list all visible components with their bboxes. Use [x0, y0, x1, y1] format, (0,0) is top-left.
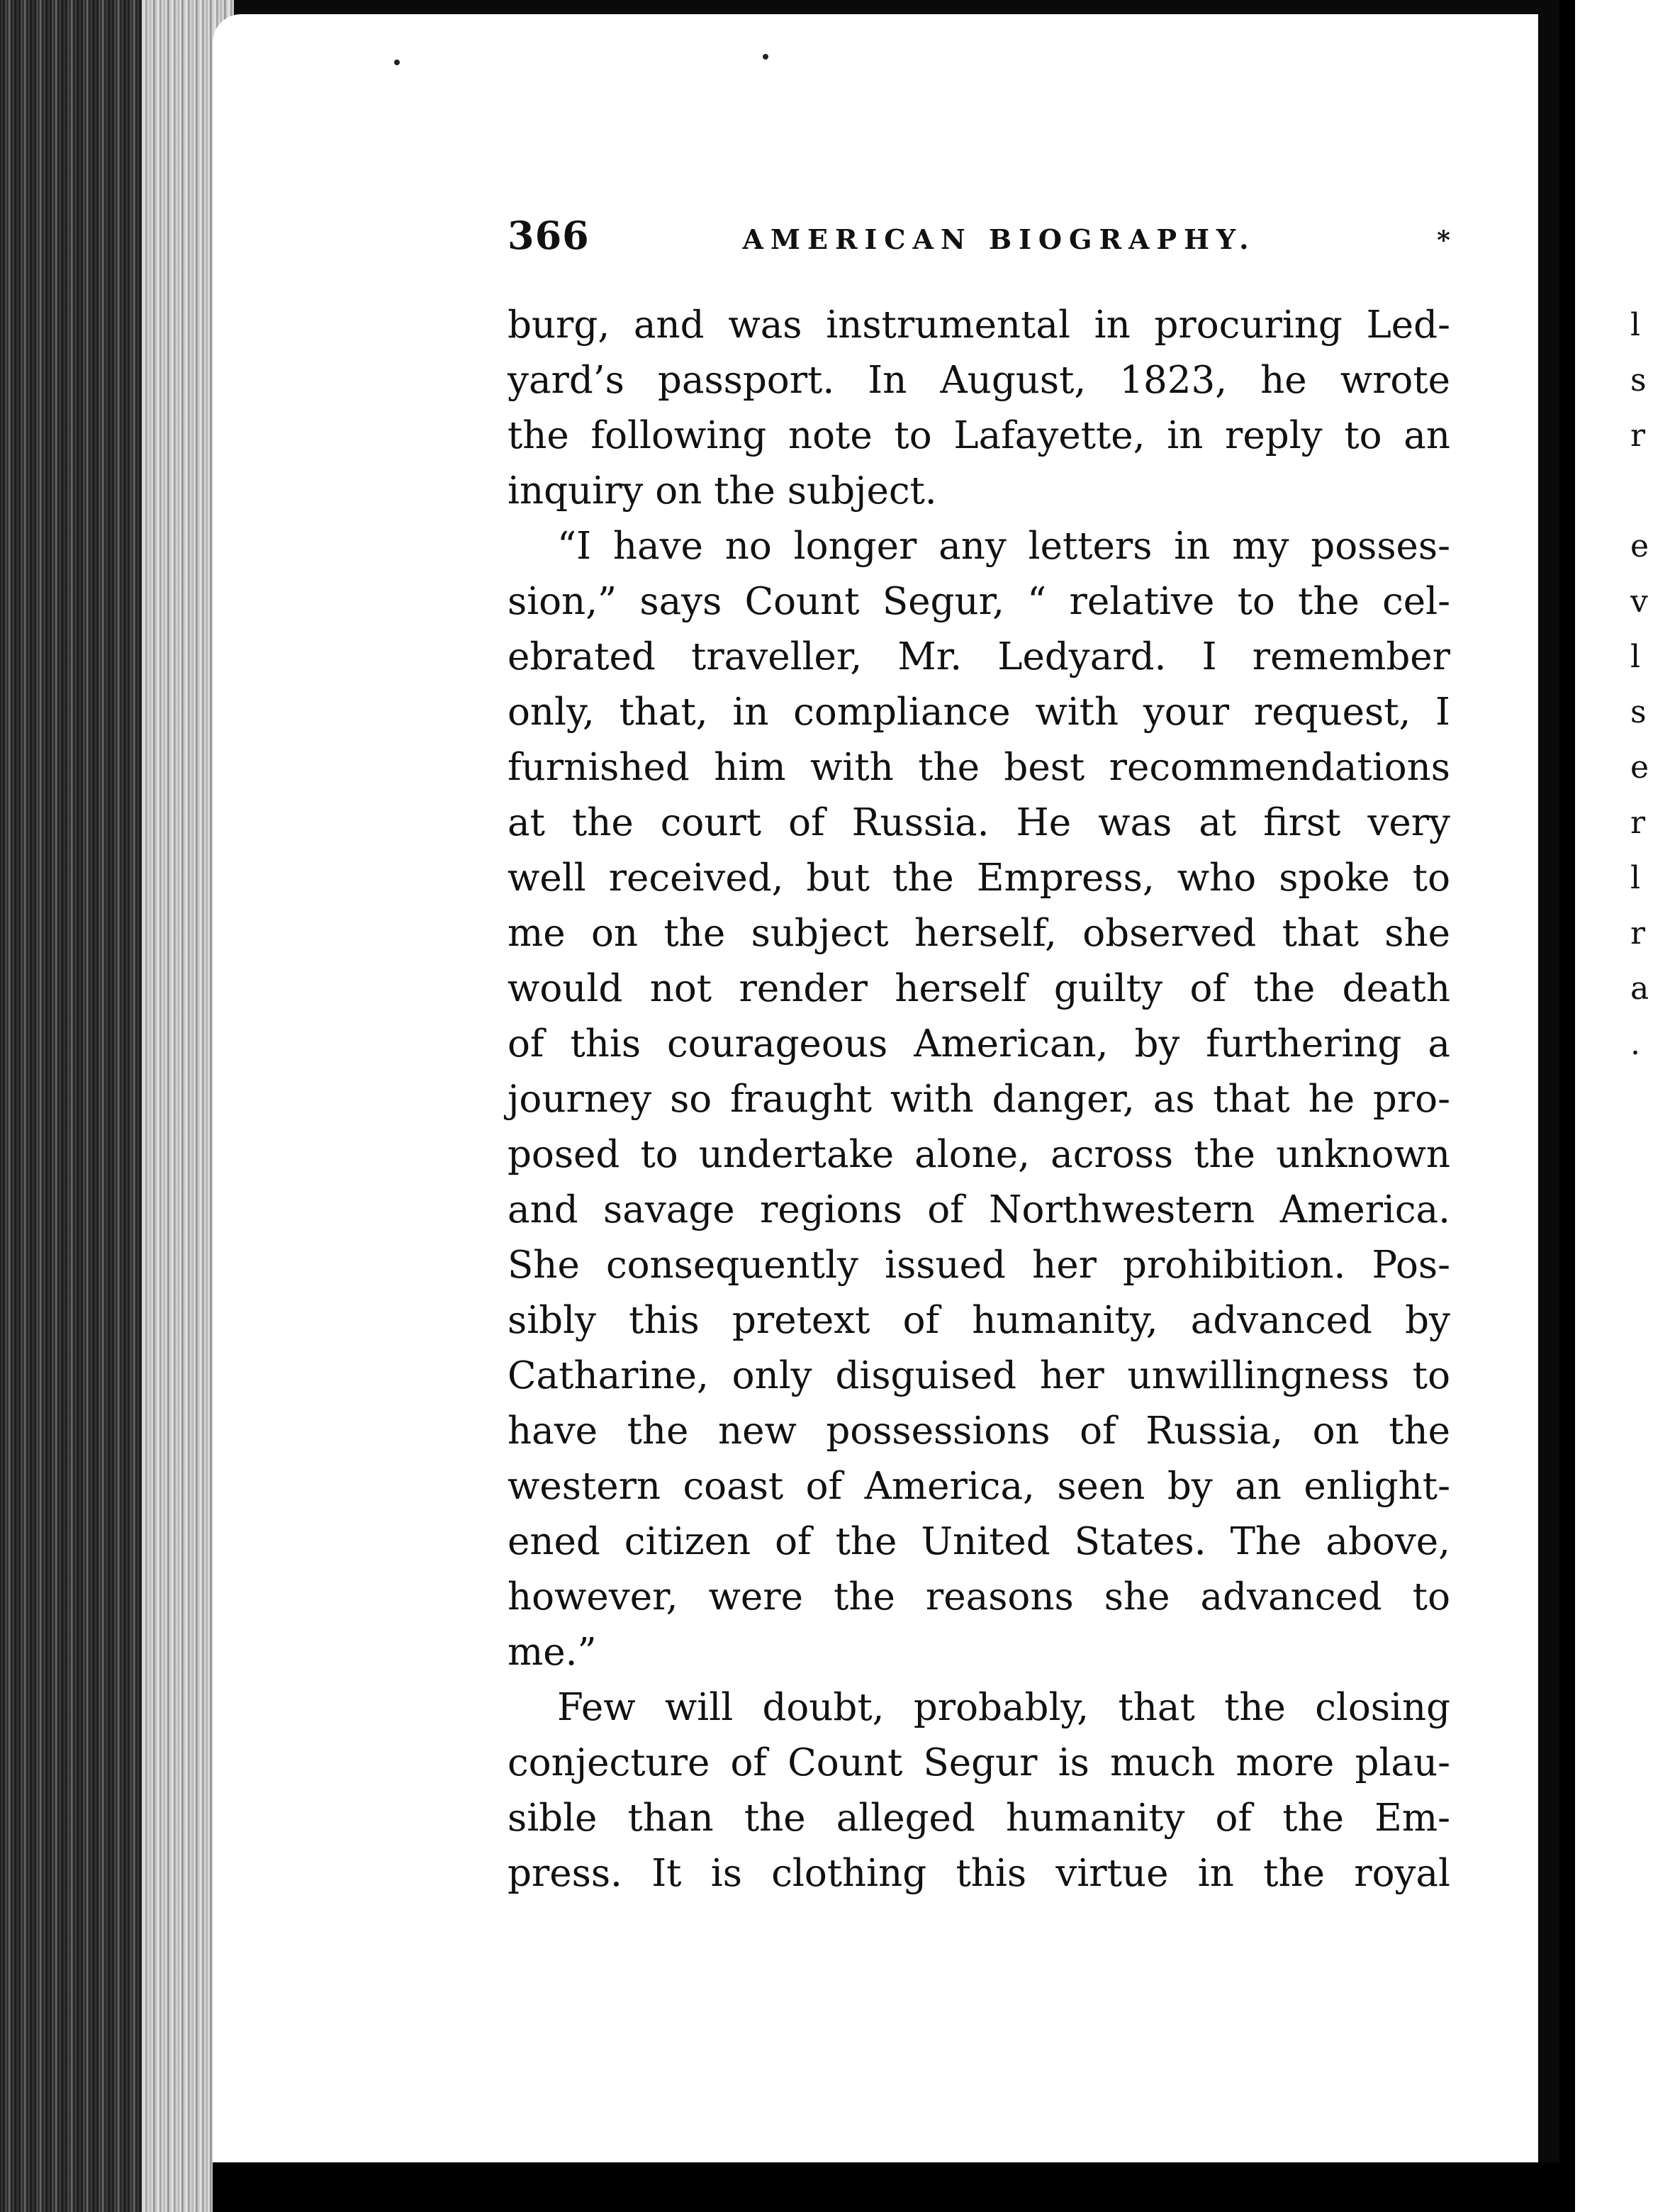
speck: [394, 60, 400, 65]
facing-letter: .: [1630, 1026, 1640, 1062]
facing-letter: r: [1630, 805, 1646, 841]
facing-letter: l: [1630, 307, 1641, 343]
text-line: inquiry on the subject.: [508, 469, 937, 513]
facing-letter: [1630, 464, 1652, 519]
text-line: press. It is clothing this virtue in the royal: [508, 1852, 1450, 1895]
text-line: have the new possessions of Russia, on the: [508, 1409, 1450, 1453]
text-line: She consequently issued her prohibition. Pos-: [508, 1244, 1450, 1287]
facing-letter: l: [1630, 860, 1641, 896]
facing-page-letters: [1630, 298, 1652, 1290]
text-line: sible than the alleged humanity of the Em-: [508, 1797, 1450, 1840]
facing-letter: e: [1630, 528, 1649, 564]
speck: [763, 54, 768, 60]
text-line: me on the subject herself, observed that she: [508, 912, 1450, 955]
text-line: however, were the reasons she advanced to: [508, 1575, 1450, 1619]
text-line: sibly this pretext of humanity, advanced by: [508, 1299, 1450, 1342]
text-line: burg, and was instrumental in procuring Led-: [508, 303, 1450, 347]
facing-letter: v: [1630, 583, 1648, 620]
text-line: yard’s passport. In August, 1823, he wrote: [508, 359, 1450, 402]
text-line: Few will doubt, probably, that the closing: [557, 1686, 1450, 1729]
text-line: sion,” says Count Segur, “ relative to the cel-: [508, 580, 1450, 623]
text-line: me.”: [508, 1631, 597, 1674]
text-line: conjecture of Count Segur is much more plau-: [508, 1741, 1450, 1784]
bottom-shadow: [213, 2162, 1559, 2212]
text-line: ened citizen of the United States. The above,: [508, 1520, 1450, 1563]
text-line: at the court of Russia. He was at first very: [508, 801, 1450, 844]
facing-letter: s: [1630, 362, 1647, 398]
page-text-block: [508, 213, 1450, 1901]
text-line: and savage regions of Northwestern America.: [508, 1188, 1450, 1231]
text-line: western coast of America, seen by an enlight-: [508, 1465, 1450, 1508]
facing-letter: a: [1630, 971, 1649, 1007]
page-number: 366: [508, 213, 590, 258]
book-page-edges: [0, 0, 234, 2212]
text-line: ebrated traveller, Mr. Ledyard. I remember: [508, 635, 1450, 678]
facing-letter: s: [1630, 694, 1647, 730]
facing-letter: r: [1630, 418, 1646, 454]
facing-letter: e: [1630, 749, 1649, 786]
text-line: well received, but the Empress, who spoke to: [508, 856, 1450, 900]
text-line: journey so fraught with danger, as that he pro-: [508, 1078, 1450, 1121]
text-line: of this courageous American, by furthering a: [508, 1022, 1450, 1066]
text-line: would not render herself guilty of the death: [508, 967, 1450, 1010]
text-line: “I have no longer any letters in my posses-: [557, 525, 1450, 568]
running-head: [508, 213, 1450, 269]
text-line: only, that, in compliance with your request, I: [508, 691, 1450, 734]
text-line: the following note to Lafayette, in reply to an: [508, 414, 1450, 457]
running-head-title: AMERICAN BIOGRAPHY.: [742, 223, 1256, 255]
body-text: [508, 298, 1450, 1901]
running-head-mark: *: [1437, 225, 1450, 255]
text-line: posed to undertake alone, across the unknown: [508, 1133, 1450, 1176]
facing-letter: l: [1630, 639, 1641, 675]
text-line: furnished him with the best recommendations: [508, 746, 1450, 789]
text-line: Catharine, only disguised her unwillingness to: [508, 1354, 1450, 1397]
facing-letter: r: [1630, 915, 1646, 951]
